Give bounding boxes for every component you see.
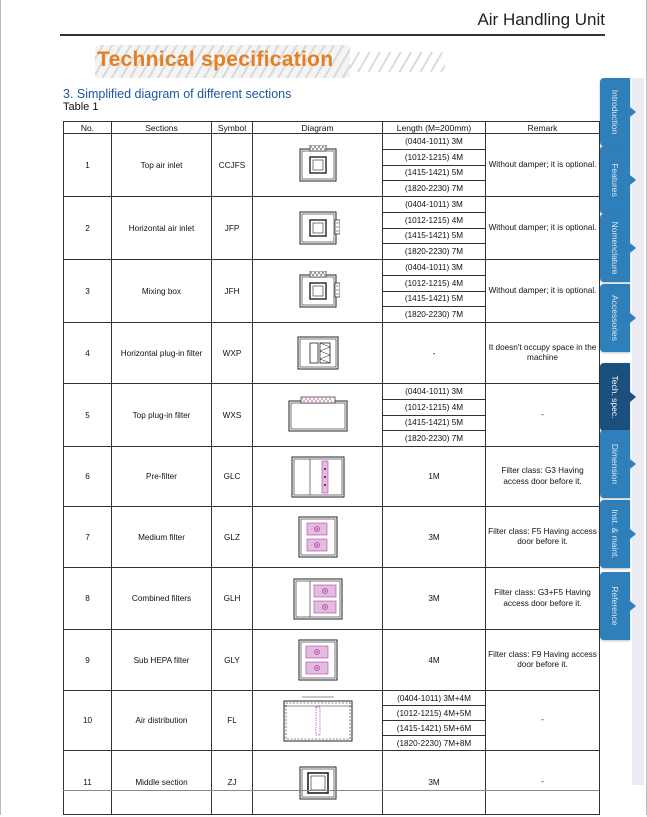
sidebar-tab-label: Reference	[610, 586, 620, 626]
spec-table	[63, 121, 600, 815]
table-row	[64, 260, 600, 276]
arrow-right-icon	[630, 601, 636, 611]
table-row	[64, 197, 600, 213]
section-diagram	[253, 751, 383, 815]
cell-length: (0404-1011) 3M	[383, 197, 486, 213]
arrow-right-icon	[630, 107, 636, 117]
cell-no: 7	[64, 507, 112, 568]
table-row	[64, 751, 600, 815]
cell-remark: Filter class: F5 Having access door before it.	[486, 507, 600, 568]
cell-symbol: GLC	[212, 447, 253, 507]
section-diagram	[253, 323, 383, 384]
cell-length: (1012-1215) 4M	[383, 212, 486, 228]
table-row	[64, 323, 600, 384]
arrow-right-icon	[630, 243, 636, 253]
cell-remark: -	[486, 384, 600, 447]
section-diagram	[253, 447, 383, 507]
col-header-sections: Sections	[112, 122, 212, 134]
sidebar-tab[interactable]	[600, 500, 630, 568]
sidebar-tab-label: Tech. spec.	[610, 375, 620, 419]
cell-length: (1415-1421) 5M	[383, 415, 486, 431]
cell-section: Sub HEPA filter	[112, 630, 212, 691]
cell-remark: It doesn't occupy space in the machine	[486, 323, 600, 384]
sidebar-tab-label: Inst. & maint.	[610, 509, 620, 559]
col-header-no: No.	[64, 122, 112, 134]
cell-length: 3M	[383, 751, 486, 815]
arrow-right-icon	[630, 529, 636, 539]
cell-section: Medium filter	[112, 507, 212, 568]
cell-length: (1415-1421) 5M	[383, 291, 486, 307]
cell-length: (1012-1215) 4M	[383, 399, 486, 415]
section-heading: 3. Simplified diagram of different sections	[63, 87, 292, 101]
cell-remark: Filter class: G3 Having access door before it.	[486, 447, 600, 507]
cell-length: (1820-2230) 7M	[383, 181, 486, 197]
sidebar-tab-label: Dimension	[610, 443, 620, 485]
cell-remark: Without damper; it is optional.	[486, 134, 600, 197]
cell-length: (1415-1421) 5M	[383, 165, 486, 181]
cell-section: Horizontal plug-in filter	[112, 323, 212, 384]
page-title: Technical specification	[97, 48, 334, 71]
cell-length: (1820-2230) 7M	[383, 244, 486, 260]
cell-length: (1415-1421) 5M+6M	[383, 721, 486, 736]
table-row	[64, 691, 600, 706]
table-row	[64, 568, 600, 630]
cell-section: Middle section	[112, 751, 212, 815]
sidebar-tab-label: Accessories	[610, 295, 620, 341]
section-diagram	[253, 384, 383, 447]
cell-symbol: FL	[212, 691, 253, 751]
col-header-length: Length (M=200mm)	[383, 122, 486, 134]
cell-length: 3M	[383, 568, 486, 630]
section-diagram	[253, 691, 383, 751]
table-row	[64, 134, 600, 150]
cell-no: 4	[64, 323, 112, 384]
sidebar-tab[interactable]	[600, 572, 630, 640]
cell-length: (1820-2230) 7M	[383, 431, 486, 447]
col-header-diagram: Diagram	[253, 122, 383, 134]
section-diagram	[253, 134, 383, 197]
cell-section: Air distribution	[112, 691, 212, 751]
cell-symbol: JFP	[212, 197, 253, 260]
cell-section: Horizontal air inlet	[112, 197, 212, 260]
sidebar-tab-label: Nomenclature	[610, 221, 620, 275]
cell-no: 6	[64, 447, 112, 507]
cell-length: (1820-2230) 7M	[383, 307, 486, 323]
cell-symbol: WXS	[212, 384, 253, 447]
cell-no: 9	[64, 630, 112, 691]
sidebar-nav	[600, 78, 630, 785]
sidebar-tab[interactable]	[600, 78, 630, 146]
sidebar-tab-label: Features	[610, 163, 620, 197]
cell-no: 2	[64, 197, 112, 260]
cell-section: Top air inlet	[112, 134, 212, 197]
cell-length: (0404-1011) 3M	[383, 134, 486, 150]
section-diagram	[253, 568, 383, 630]
cell-symbol: GLH	[212, 568, 253, 630]
arrow-right-icon	[630, 313, 636, 323]
table-row	[64, 384, 600, 400]
section-diagram	[253, 260, 383, 323]
cell-remark: -	[486, 751, 600, 815]
cell-length: (1012-1215) 4M	[383, 275, 486, 291]
cell-symbol: CCJFS	[212, 134, 253, 197]
table-label: Table 1	[63, 101, 99, 113]
col-header-symbol: Symbol	[212, 122, 253, 134]
section-diagram	[253, 630, 383, 691]
cell-section: Pre-filter	[112, 447, 212, 507]
sidebar-tab[interactable]	[600, 363, 630, 431]
cell-length: -	[383, 323, 486, 384]
cell-no: 8	[64, 568, 112, 630]
cell-symbol: GLZ	[212, 507, 253, 568]
cell-length: (1820-2230) 7M+8M	[383, 736, 486, 751]
cell-remark: Without damper; it is optional.	[486, 260, 600, 323]
sidebar-tab[interactable]	[600, 284, 630, 352]
bottom-rule	[63, 790, 599, 791]
cell-length: (0404-1011) 3M+4M	[383, 691, 486, 706]
cell-remark: Without damper; it is optional.	[486, 197, 600, 260]
table-row	[64, 507, 600, 568]
col-header-remark: Remark	[486, 122, 600, 134]
cell-length: 1M	[383, 447, 486, 507]
arrow-right-icon	[630, 459, 636, 469]
cell-symbol: ZJ	[212, 751, 253, 815]
sidebar-tab-label: Introduction	[610, 89, 620, 135]
cell-length: (0404-1011) 3M	[383, 260, 486, 276]
sidebar-tab[interactable]	[600, 214, 630, 282]
table-header-row	[64, 122, 600, 134]
cell-length: 4M	[383, 630, 486, 691]
cell-section: Combined filters	[112, 568, 212, 630]
cell-symbol: WXP	[212, 323, 253, 384]
cell-length: (1012-1215) 4M+5M	[383, 706, 486, 721]
section-diagram	[253, 197, 383, 260]
arrow-right-icon	[630, 175, 636, 185]
header-title: Air Handling Unit	[477, 10, 605, 29]
cell-no: 10	[64, 691, 112, 751]
cell-remark: Filter class: F9 Having access door before it.	[486, 630, 600, 691]
table-row	[64, 447, 600, 507]
cell-section: Mixing box	[112, 260, 212, 323]
cell-no: 11	[64, 751, 112, 815]
section-diagram	[253, 507, 383, 568]
cell-length: (1012-1215) 4M	[383, 149, 486, 165]
sidebar-tab[interactable]	[600, 430, 630, 498]
cell-symbol: JFH	[212, 260, 253, 323]
cell-length: (0404-1011) 3M	[383, 384, 486, 400]
table-row	[64, 630, 600, 691]
cell-no: 5	[64, 384, 112, 447]
sidebar-tab[interactable]	[600, 146, 630, 214]
cell-remark: Filter class: G3+F5 Having access door before it.	[486, 568, 600, 630]
cell-no: 1	[64, 134, 112, 197]
cell-no: 3	[64, 260, 112, 323]
cell-symbol: GLY	[212, 630, 253, 691]
cell-remark: -	[486, 691, 600, 751]
banner-hatch	[350, 52, 445, 72]
header-rule	[60, 34, 605, 36]
cell-length: (1415-1421) 5M	[383, 228, 486, 244]
arrow-right-icon	[630, 392, 636, 402]
cell-section: Top plug-in filter	[112, 384, 212, 447]
cell-length: 3M	[383, 507, 486, 568]
